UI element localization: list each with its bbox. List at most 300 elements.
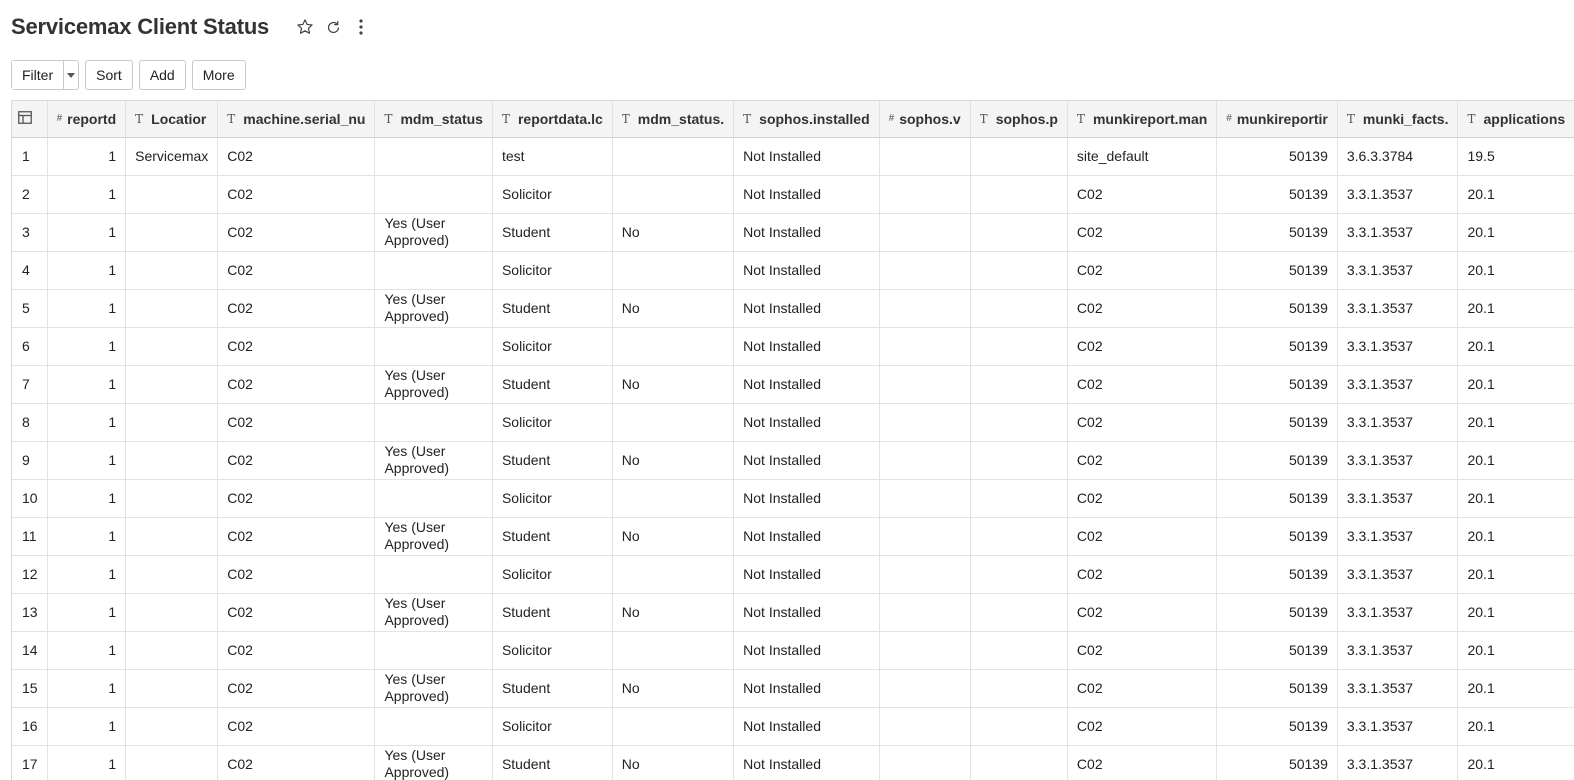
table-cell[interactable]: No [612,745,733,780]
table-cell[interactable] [970,137,1067,175]
table-cell[interactable]: 20.1 [1458,555,1574,593]
table-cell[interactable]: C02 [1067,441,1216,479]
table-cell[interactable]: C02 [218,669,375,707]
table-cell[interactable] [970,669,1067,707]
table-cell[interactable] [612,175,733,213]
table-body [12,137,1574,780]
table-row[interactable] [12,707,1574,745]
column-header[interactable] [126,101,218,137]
refresh-icon[interactable] [323,17,343,37]
column-header-label: applications [1483,110,1566,127]
table-cell[interactable] [126,745,218,780]
row-number[interactable]: 2 [12,175,47,213]
table-row[interactable] [12,555,1574,593]
column-header[interactable] [970,101,1067,137]
table-cell[interactable] [612,327,733,365]
table-cell[interactable]: 1 [47,213,126,251]
table-cell[interactable]: C02 [218,365,375,403]
table-cell[interactable] [970,327,1067,365]
table-cell[interactable]: 1 [47,669,126,707]
table-cell[interactable] [126,441,218,479]
table-row[interactable] [12,403,1574,441]
table-cell[interactable]: Student [492,289,612,327]
table-cell[interactable]: Not Installed [734,669,879,707]
table-cell[interactable]: Solicitor [492,403,612,441]
table-cell[interactable] [879,707,970,745]
table-cell[interactable] [375,327,492,365]
table-cell[interactable]: Not Installed [734,631,879,669]
table-cell[interactable]: No [612,593,733,631]
table-cell[interactable]: No [612,441,733,479]
table-cell[interactable]: 50139 [1217,403,1338,441]
row-number[interactable]: 14 [12,631,47,669]
table-cell[interactable] [375,631,492,669]
table-cell[interactable] [126,669,218,707]
row-number[interactable]: 9 [12,441,47,479]
table-cell[interactable] [879,213,970,251]
table-cell[interactable]: 1 [47,251,126,289]
table-cell[interactable] [970,289,1067,327]
row-number[interactable]: 15 [12,669,47,707]
column-header-label: mdm_status [400,110,483,127]
table-cell[interactable] [970,593,1067,631]
row-number[interactable]: 8 [12,403,47,441]
table-cell[interactable]: 50139 [1217,289,1338,327]
table-cell[interactable]: 3.3.1.3537 [1337,365,1458,403]
table-cell[interactable]: 50139 [1217,631,1338,669]
table-cell[interactable]: C02 [218,707,375,745]
table-cell[interactable]: Not Installed [734,517,879,555]
row-number[interactable]: 3 [12,213,47,251]
table-cell[interactable] [970,213,1067,251]
table-cell[interactable]: Not Installed [734,403,879,441]
table-cell[interactable]: 3.3.1.3537 [1337,555,1458,593]
table-cell[interactable]: 50139 [1217,745,1338,780]
number-type-icon: # [1226,113,1231,125]
column-header[interactable] [734,101,879,137]
table-cell[interactable]: C02 [1067,555,1216,593]
table-cell[interactable]: Not Installed [734,289,879,327]
table-cell[interactable]: Not Installed [734,327,879,365]
table-cell[interactable]: C02 [218,593,375,631]
page-title: Servicemax Client Status [11,14,270,39]
table-cell[interactable]: Not Installed [734,251,879,289]
more-button[interactable]: More [192,60,246,90]
table-cell[interactable] [375,175,492,213]
add-button[interactable]: Add [139,60,186,90]
table-cell[interactable] [126,707,218,745]
table-cell[interactable] [612,555,733,593]
table-cell[interactable]: 1 [47,365,126,403]
table-cell[interactable]: Solicitor [492,175,612,213]
filter-dropdown-icon[interactable] [63,61,78,89]
table-cell[interactable]: Not Installed [734,213,879,251]
table-cell[interactable]: Yes (User Approved) [375,745,492,780]
table-cell[interactable] [612,707,733,745]
table-row[interactable] [12,289,1574,327]
header-row [12,101,1574,137]
table-cell[interactable]: 50139 [1217,479,1338,517]
title-actions [295,17,371,37]
table-cell[interactable]: 3.3.1.3537 [1337,441,1458,479]
table-cell[interactable] [375,707,492,745]
table-cell[interactable] [879,403,970,441]
text-type-icon: T [135,111,144,126]
table-cell[interactable]: 1 [47,517,126,555]
table-cell[interactable]: C02 [218,175,375,213]
column-header-label: machine.serial_nu [243,110,366,127]
column-header[interactable] [492,101,612,137]
table-cell[interactable]: 50139 [1217,517,1338,555]
table-cell[interactable]: 20.1 [1458,479,1574,517]
table-cell[interactable] [612,137,733,175]
table-cell[interactable]: 3.3.1.3537 [1337,593,1458,631]
table-row[interactable] [12,631,1574,669]
table-cell[interactable]: C02 [218,517,375,555]
table-cell[interactable]: 50139 [1217,137,1338,175]
number-type-icon: # [888,113,894,125]
table-row[interactable] [12,517,1574,555]
table-cell[interactable] [126,517,218,555]
table-cell[interactable]: 50139 [1217,669,1338,707]
table-cell[interactable] [126,365,218,403]
table-cell[interactable]: 20.1 [1458,251,1574,289]
table-cell[interactable] [126,631,218,669]
table-cell[interactable] [970,175,1067,213]
table-cell[interactable]: 50139 [1217,441,1338,479]
table-cell[interactable]: Solicitor [492,555,612,593]
row-select-header[interactable] [12,101,47,137]
table-cell[interactable]: 20.1 [1458,631,1574,669]
row-number[interactable]: 11 [12,517,47,555]
table-cell[interactable]: Solicitor [492,631,612,669]
table-row[interactable] [12,745,1574,780]
table-cell[interactable] [970,631,1067,669]
table-cell[interactable]: 20.1 [1458,175,1574,213]
table-cell[interactable] [375,251,492,289]
table-cell[interactable]: 1 [47,707,126,745]
column-header[interactable] [375,101,492,137]
table-cell[interactable]: Solicitor [492,251,612,289]
table-cell[interactable]: Yes (User Approved) [375,213,492,251]
table-cell[interactable] [970,517,1067,555]
table-cell[interactable] [879,175,970,213]
table-cell[interactable]: 50139 [1217,593,1338,631]
table-cell[interactable] [879,289,970,327]
table-cell[interactable]: C02 [1067,631,1216,669]
column-header[interactable] [1217,101,1338,137]
table-cell[interactable]: 1 [47,175,126,213]
table-cell[interactable]: No [612,669,733,707]
row-number[interactable]: 1 [12,137,47,175]
table-row[interactable] [12,175,1574,213]
table-cell[interactable] [375,479,492,517]
table-cell[interactable]: test [492,137,612,175]
row-number[interactable]: 4 [12,251,47,289]
table-cell[interactable]: 3.3.1.3537 [1337,517,1458,555]
column-header[interactable] [1458,101,1574,137]
table-cell[interactable]: C02 [218,251,375,289]
table-cell[interactable]: Student [492,669,612,707]
table-cell[interactable] [612,479,733,517]
table-cell[interactable]: 3.3.1.3537 [1337,251,1458,289]
table-cell[interactable] [879,555,970,593]
table-cell[interactable]: Not Installed [734,365,879,403]
table-cell[interactable]: C02 [1067,479,1216,517]
table-cell[interactable]: Yes (User Approved) [375,593,492,631]
table-cell[interactable]: 50139 [1217,213,1338,251]
table-cell[interactable] [375,137,492,175]
table-cell[interactable] [126,403,218,441]
table-cell[interactable]: 20.1 [1458,403,1574,441]
row-number[interactable]: 13 [12,593,47,631]
table-cell[interactable]: Yes (User Approved) [375,441,492,479]
row-number[interactable]: 6 [12,327,47,365]
table-cell[interactable]: 19.5 [1458,137,1574,175]
column-header[interactable] [1067,101,1216,137]
table-cell[interactable]: No [612,517,733,555]
table-cell[interactable]: No [612,213,733,251]
table-cell[interactable]: Solicitor [492,327,612,365]
table-cell[interactable]: 1 [47,441,126,479]
table-cell[interactable]: Student [492,517,612,555]
table-cell[interactable]: Student [492,745,612,780]
column-header-label: sophos.installed [759,110,870,127]
table-cell[interactable]: 1 [47,289,126,327]
more-vertical-icon[interactable] [351,17,371,37]
table-cell[interactable]: 50139 [1217,555,1338,593]
table-cell[interactable] [879,593,970,631]
table-cell[interactable]: 3.3.1.3537 [1337,175,1458,213]
table-cell[interactable]: 3.3.1.3537 [1337,669,1458,707]
column-header-label: reportd [67,110,117,127]
table-row[interactable] [12,593,1574,631]
table-cell[interactable] [612,251,733,289]
table-cell[interactable] [612,631,733,669]
table-cell[interactable]: C02 [1067,213,1216,251]
table-cell[interactable]: 50139 [1217,707,1338,745]
table-cell[interactable]: No [612,365,733,403]
table-cell[interactable] [375,403,492,441]
table-row[interactable] [12,669,1574,707]
table-cell[interactable]: 1 [47,555,126,593]
table-cell[interactable] [879,441,970,479]
table-cell[interactable]: Not Installed [734,593,879,631]
table-cell[interactable]: 50139 [1217,175,1338,213]
table-cell[interactable]: Not Installed [734,555,879,593]
table-cell[interactable] [126,213,218,251]
table-cell[interactable]: Servicemax [126,137,218,175]
table-cell[interactable] [879,251,970,289]
table-row[interactable] [12,365,1574,403]
table-cell[interactable]: Student [492,593,612,631]
table-cell[interactable]: 50139 [1217,365,1338,403]
table-cell[interactable]: 1 [47,137,126,175]
table-cell[interactable]: C02 [1067,707,1216,745]
table-cell[interactable] [126,175,218,213]
data-table [12,101,1574,780]
table-cell[interactable]: 3.3.1.3537 [1337,631,1458,669]
filter-split-button [11,60,79,90]
table-cell[interactable] [879,631,970,669]
table-cell[interactable] [970,403,1067,441]
table-cell[interactable]: Solicitor [492,479,612,517]
table-cell[interactable] [879,365,970,403]
table-row[interactable] [12,213,1574,251]
row-number[interactable]: 17 [12,745,47,780]
table-cell[interactable]: 3.3.1.3537 [1337,707,1458,745]
table-cell[interactable]: 50139 [1217,251,1338,289]
table-cell[interactable]: Solicitor [492,707,612,745]
table-cell[interactable]: C02 [1067,365,1216,403]
table-cell[interactable]: C02 [218,137,375,175]
table-cell[interactable]: 3.3.1.3537 [1337,403,1458,441]
table-cell[interactable] [375,555,492,593]
column-header-label: Locatior [151,110,207,127]
table-cell[interactable]: Student [492,441,612,479]
table-cell[interactable]: 3.3.1.3537 [1337,289,1458,327]
table-cell[interactable] [970,365,1067,403]
table-cell[interactable]: Yes (User Approved) [375,289,492,327]
column-header[interactable] [47,101,126,137]
column-header[interactable] [218,101,375,137]
text-type-icon: T [227,111,236,126]
text-type-icon: T [501,111,510,126]
table-row[interactable] [12,327,1574,365]
table-cell[interactable]: No [612,289,733,327]
table-cell[interactable]: 1 [47,631,126,669]
number-type-icon: # [56,113,62,125]
column-header[interactable] [1337,101,1458,137]
table-cell[interactable] [126,289,218,327]
table-cell[interactable]: 3.3.1.3537 [1337,213,1458,251]
table-cell[interactable]: 50139 [1217,327,1338,365]
table-cell[interactable] [879,327,970,365]
sort-button[interactable]: Sort [85,60,133,90]
table-cell[interactable]: 20.1 [1458,669,1574,707]
column-header[interactable] [612,101,733,137]
table-cell[interactable]: C02 [1067,669,1216,707]
table-cell[interactable]: 1 [47,479,126,517]
page-header [11,10,371,44]
filter-button[interactable]: Filter [12,61,63,89]
table-cell[interactable] [879,479,970,517]
table-cell[interactable]: Not Installed [734,137,879,175]
table-cell[interactable]: 1 [47,745,126,780]
table-row[interactable] [12,479,1574,517]
table-cell[interactable]: C02 [1067,289,1216,327]
table-cell[interactable]: 20.1 [1458,745,1574,780]
table-cell[interactable]: 20.1 [1458,707,1574,745]
table-cell[interactable]: C02 [218,403,375,441]
table-cell[interactable] [126,555,218,593]
table-cell[interactable] [879,517,970,555]
table-cell[interactable]: C02 [1067,327,1216,365]
table-cell[interactable]: C02 [1067,517,1216,555]
table-cell[interactable]: 1 [47,403,126,441]
table-cell[interactable] [126,479,218,517]
table-cell[interactable]: Not Installed [734,441,879,479]
table-cell[interactable]: Yes (User Approved) [375,365,492,403]
table-cell[interactable]: C02 [218,479,375,517]
table-cell[interactable]: 20.1 [1458,213,1574,251]
table-cell[interactable]: site_default [1067,137,1216,175]
table-cell[interactable]: 20.1 [1458,365,1574,403]
table-cell[interactable]: C02 [1067,251,1216,289]
row-number[interactable]: 16 [12,707,47,745]
table-cell[interactable]: 20.1 [1458,517,1574,555]
table-cell[interactable]: 3.3.1.3537 [1337,479,1458,517]
table-cell[interactable]: C02 [218,745,375,780]
table-cell[interactable]: C02 [1067,175,1216,213]
table-cell[interactable]: Not Installed [734,745,879,780]
table-cell[interactable]: Student [492,365,612,403]
table-cell[interactable] [970,479,1067,517]
table-cell[interactable]: 20.1 [1458,593,1574,631]
row-number[interactable]: 12 [12,555,47,593]
star-icon[interactable] [295,17,315,37]
table-cell[interactable]: C02 [1067,403,1216,441]
table-cell[interactable]: 20.1 [1458,327,1574,365]
table-row[interactable] [12,441,1574,479]
table-cell[interactable] [970,707,1067,745]
column-header[interactable] [879,101,970,137]
table-cell[interactable]: 3.6.3.3784 [1337,137,1458,175]
table-cell[interactable]: 1 [47,593,126,631]
row-number[interactable]: 5 [12,289,47,327]
table-cell[interactable] [879,137,970,175]
row-number[interactable]: 10 [12,479,47,517]
table-cell[interactable]: 1 [47,327,126,365]
table-cell[interactable]: C02 [218,555,375,593]
column-header-label: sophos.p [995,110,1058,127]
table-cell[interactable]: Not Installed [734,479,879,517]
table-row[interactable] [12,251,1574,289]
table-row[interactable] [12,137,1574,175]
table-cell[interactable]: 20.1 [1458,289,1574,327]
table-cell[interactable] [879,745,970,780]
table-cell[interactable] [879,669,970,707]
table-cell[interactable]: C02 [218,289,375,327]
row-number[interactable]: 7 [12,365,47,403]
table-cell[interactable]: Student [492,213,612,251]
column-header-label: mdm_status. [637,110,725,127]
table-cell[interactable]: Yes (User Approved) [375,517,492,555]
table-cell[interactable]: 20.1 [1458,441,1574,479]
table-cell[interactable]: C02 [1067,593,1216,631]
text-type-icon: T [1076,111,1085,126]
table-cell[interactable]: Not Installed [734,707,879,745]
table-cell[interactable]: C02 [218,327,375,365]
table-cell[interactable] [126,251,218,289]
table-cell[interactable]: C02 [1067,745,1216,780]
column-header-label: reportdata.lc [517,110,603,127]
table-cell[interactable] [970,251,1067,289]
table-cell[interactable]: C02 [218,213,375,251]
table-cell[interactable]: C02 [218,441,375,479]
table-cell[interactable] [126,593,218,631]
table-cell[interactable] [970,555,1067,593]
table-cell[interactable]: C02 [218,631,375,669]
table-cell[interactable] [970,745,1067,780]
table-cell[interactable]: Not Installed [734,175,879,213]
table-cell[interactable] [126,327,218,365]
table-cell[interactable] [970,441,1067,479]
table-cell[interactable] [612,403,733,441]
table-cell[interactable]: 3.3.1.3537 [1337,745,1458,780]
table-cell[interactable]: 3.3.1.3537 [1337,327,1458,365]
table-cell[interactable]: Yes (User Approved) [375,669,492,707]
